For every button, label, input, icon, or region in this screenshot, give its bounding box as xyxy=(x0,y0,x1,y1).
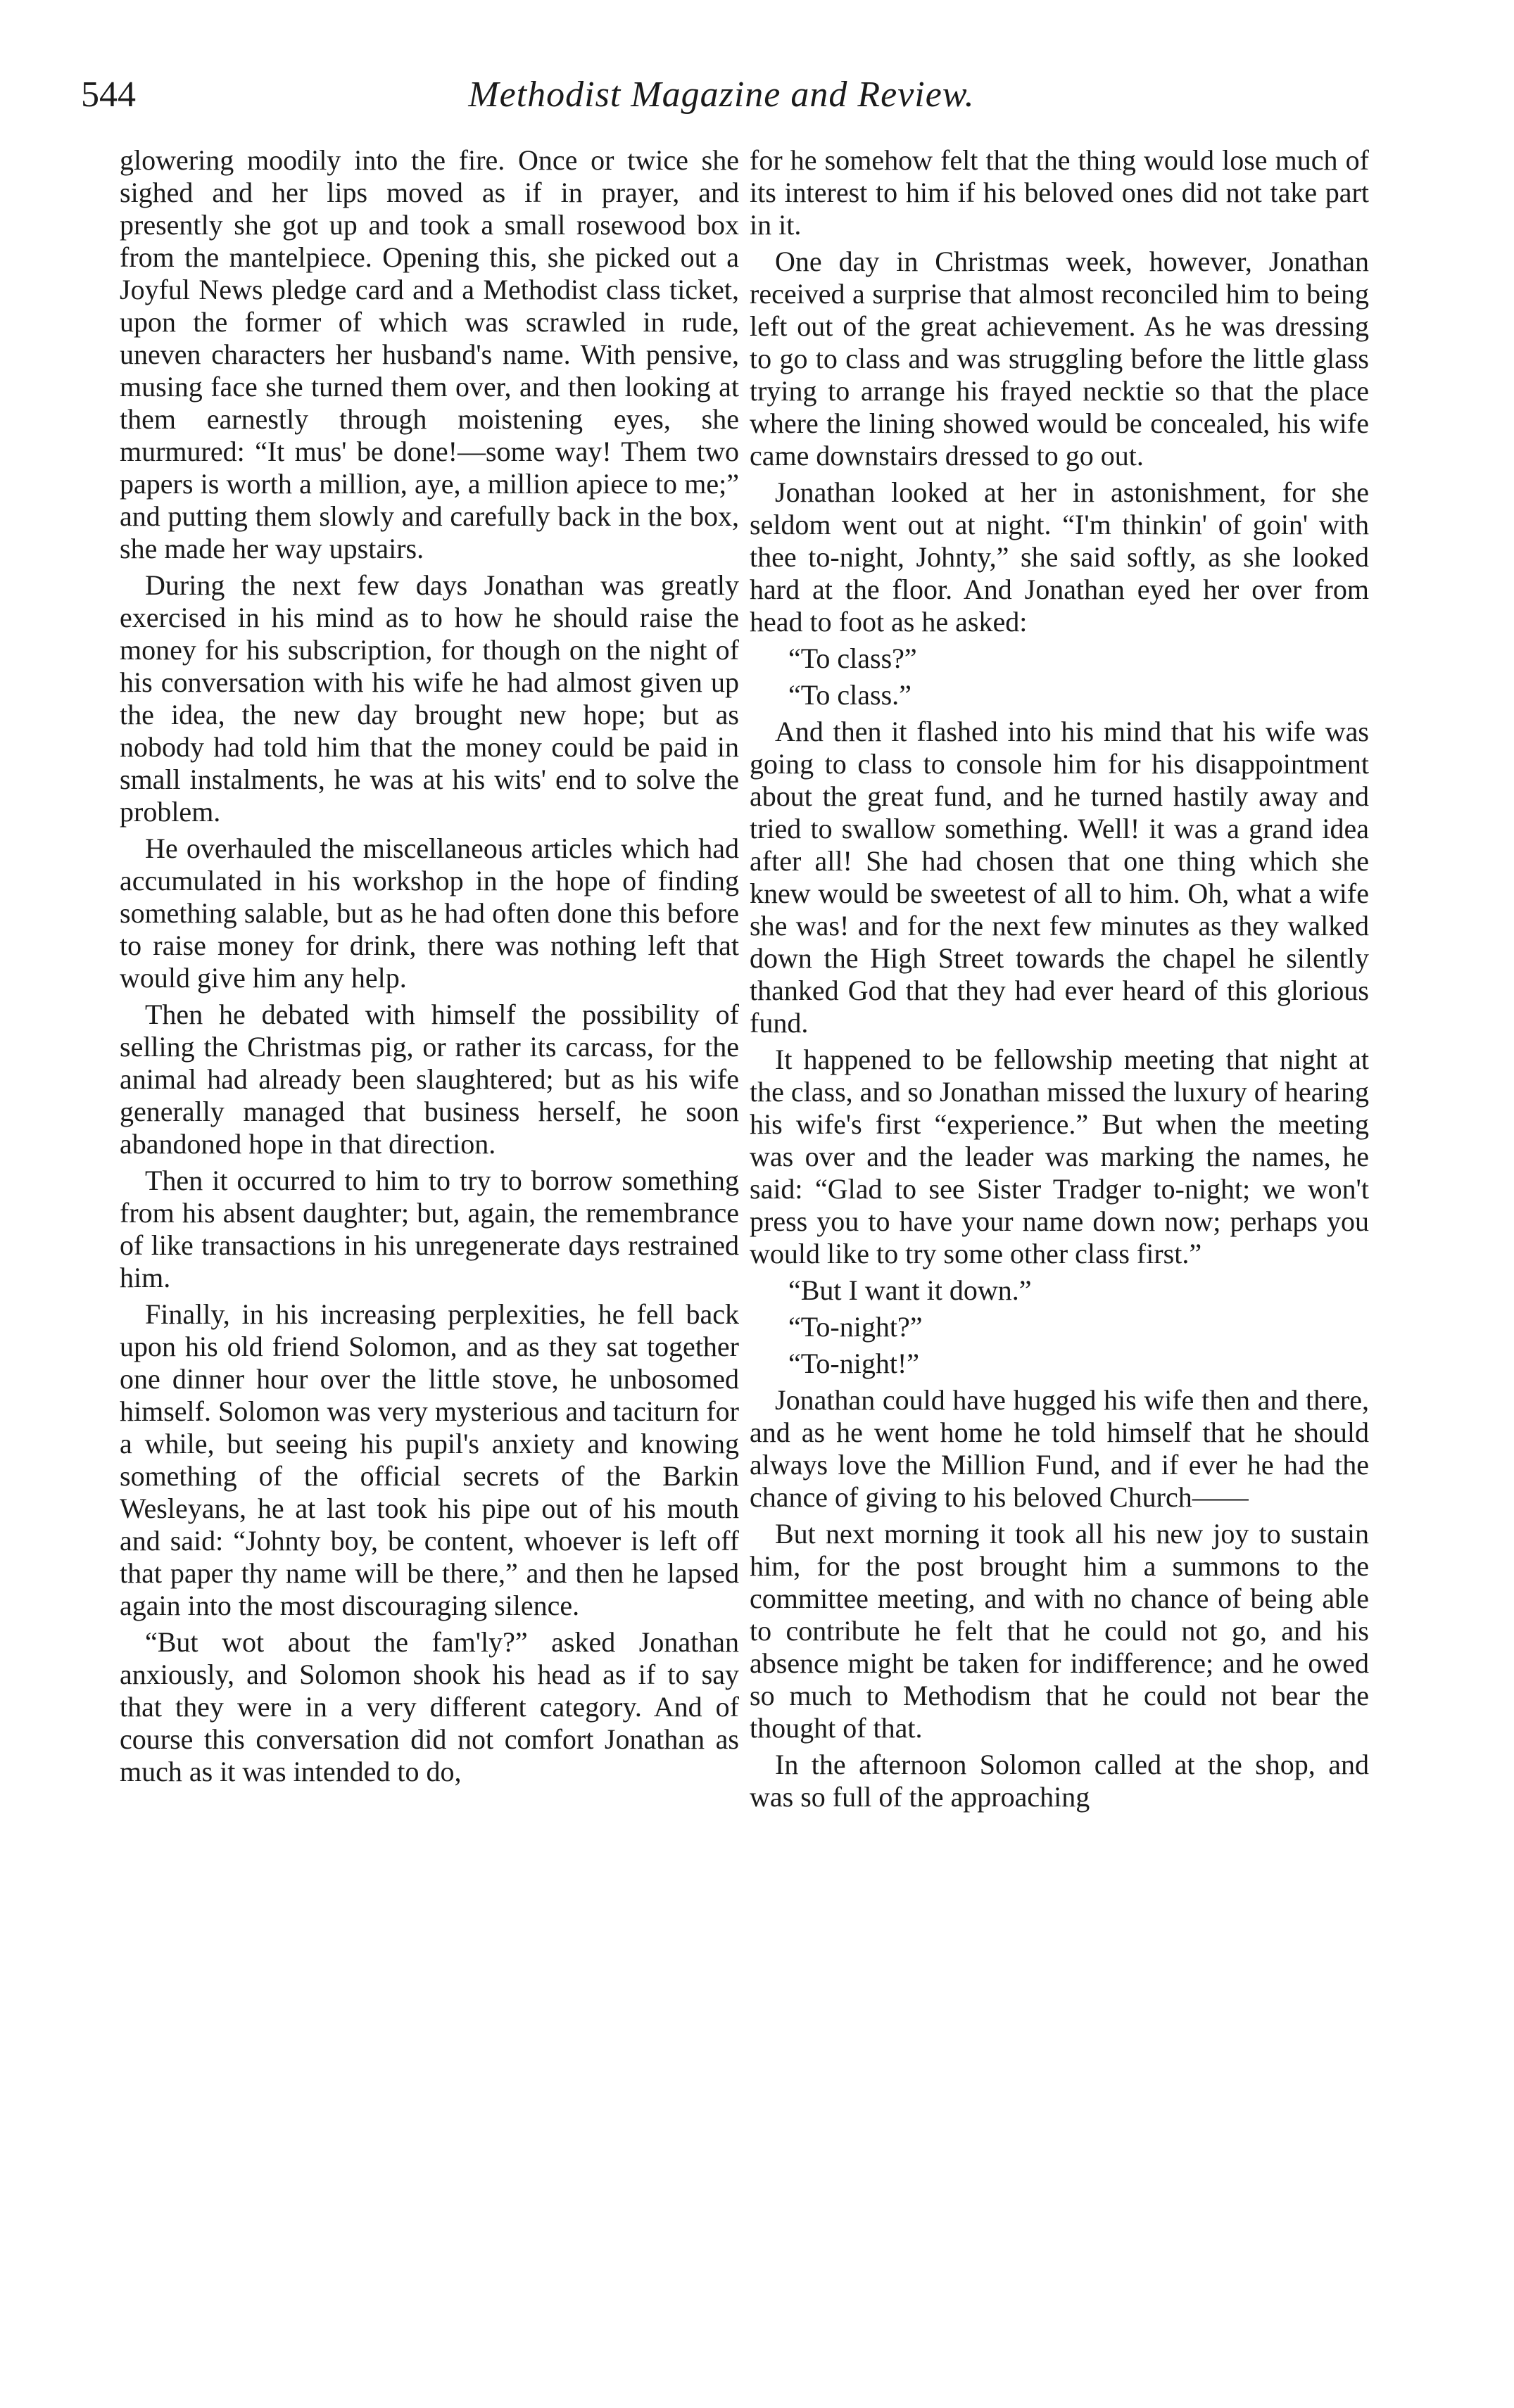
paragraph: Then he debated with himself the possibility of selling the Christmas pig, or rather its carcass, for the animal had already been slaughtered; but as his wife generally managed that business herself, he soon abandoned hope in that direction. xyxy=(120,999,739,1160)
left-column xyxy=(120,144,739,1792)
paragraph: for he somehow felt that the thing would lose much of its interest to him if his beloved ones did not take part in it. xyxy=(750,144,1369,241)
paragraph: Finally, in his increasing perplexities, he fell back upon his old friend Solomon, and as they sat together one dinner hour over the little stove, he unbosomed himself. Solomon was very mysterious and taciturn for a while, but seeing his pupil's anxiety and knowing something of the official secrets of the Barkin Wesleyans, he at last took his pipe out of his mouth and said: “Johnty boy, be content, whoever is left off that paper thy name will be there,” and then he lapsed again into the most discouraging silence. xyxy=(120,1298,739,1621)
dialogue-line: “To class?” xyxy=(788,642,917,674)
page-header xyxy=(81,63,1362,127)
paragraph: It happened to be fellowship meeting that night at the class, and so Jonathan missed the luxury of hearing his wife's first “experience.” But when the meeting was over and the leader was marking the names, he said: “Glad to see Sister Tradger to-night; we won't press you to have your name down now; perhaps you would like to try some other class first.” xyxy=(750,1044,1369,1269)
paragraph: And then it flashed into his mind that his wife was going to class to console him for his disappointment about the great fund, and he turned hastily away and tried to swallow something. Well! it was a grand idea after all! She had chosen that one thing which she knew would be sweetest of all to him. Oh, what a wife she was! and for the next few minutes as they walked down the High Street towards the chapel he silently thanked God that they had ever heard of this glorious fund. xyxy=(750,716,1369,1039)
right-column xyxy=(750,144,1369,1818)
dialogue-line: “To-night!” xyxy=(788,1348,920,1379)
paragraph: Jonathan could have hugged his wife then and there, and as he went home he told himself that he should always love the Million Fund, and if ever he had the chance of giving to his beloved Church—— xyxy=(750,1384,1369,1513)
paragraph: One day in Christmas week, however, Jonathan received a surprise that almost reconciled him to being left out of the great achievement. As he was dressing to go to class and was struggling before the little glass trying to arrange his frayed necktie so that the place where the lining showed would be concealed, his wife came downstairs dressed to go out. xyxy=(750,246,1369,471)
paragraph: But next morning it took all his new joy to sustain him, for the post brought him a summons to the committee meeting, and with no chance of being able to contribute he felt that he could not go, and his absence might be taken for indifference; and he owed so much to Methodism that he could not bear the thought of that. xyxy=(750,1518,1369,1744)
dialogue-line: “To-night?” xyxy=(788,1311,923,1343)
paragraph: glowering moodily into the fire. Once or twice she sighed and her lips moved as if in prayer, and presently she got up and took a small rosewood box from the mantelpiece. Opening this, she picked out a Joyful News pledge card and a Methodist class ticket, upon the former of which was scrawled in rude, uneven characters her husband's name. With pensive, musing face she turned them over, and then looking at them earnestly through moistening eyes, she murmured: “It mus' be done!—some way! Them two papers is worth a million, aye, a million apiece to me;” and putting them slowly and carefully back in the box, she made her way upstairs. xyxy=(120,144,739,564)
running-title: Methodist Magazine and Review. xyxy=(468,75,975,115)
paragraph: In the afternoon Solomon called at the shop, and was so full of the approaching xyxy=(750,1749,1369,1813)
dialogue-line: “But I want it down.” xyxy=(788,1274,1032,1306)
dialogue-line: “To class.” xyxy=(788,679,911,711)
paragraph: Then it occurred to him to try to borrow something from his absent daughter; but, again, the remembrance of like transactions in his unregenerate days restrained him. xyxy=(120,1165,739,1293)
paragraph: “But wot about the fam'ly?” asked Jonathan anxiously, and Solomon shook his head as if to say that they were in a very different category. And of course this conversation did not comfort Jonathan as much as it was intended to do, xyxy=(120,1626,739,1787)
page-number: 544 xyxy=(81,75,136,115)
paragraph: During the next few days Jonathan was greatly exercised in his mind as to how he should raise the money for his subscription, for though on the night of his conversation with his wife he had almost given up the idea, the new day brought new hope; but as nobody had told him that the money could be paid in small instalments, he was at his wits' end to solve the problem. xyxy=(120,569,739,828)
paragraph: He overhauled the miscellaneous articles which had accumulated in his workshop in the hope of finding something salable, but as he had often done this before to raise money for drink, there was nothing left that would give him any help. xyxy=(120,832,739,994)
paragraph: Jonathan looked at her in astonishment, for she seldom went out at night. “I'm thinkin' of goin' with thee to-night, Johnty,” she said softly, as she looked hard at the floor. And Jonathan eyed her over from head to foot as he asked: xyxy=(750,476,1369,638)
